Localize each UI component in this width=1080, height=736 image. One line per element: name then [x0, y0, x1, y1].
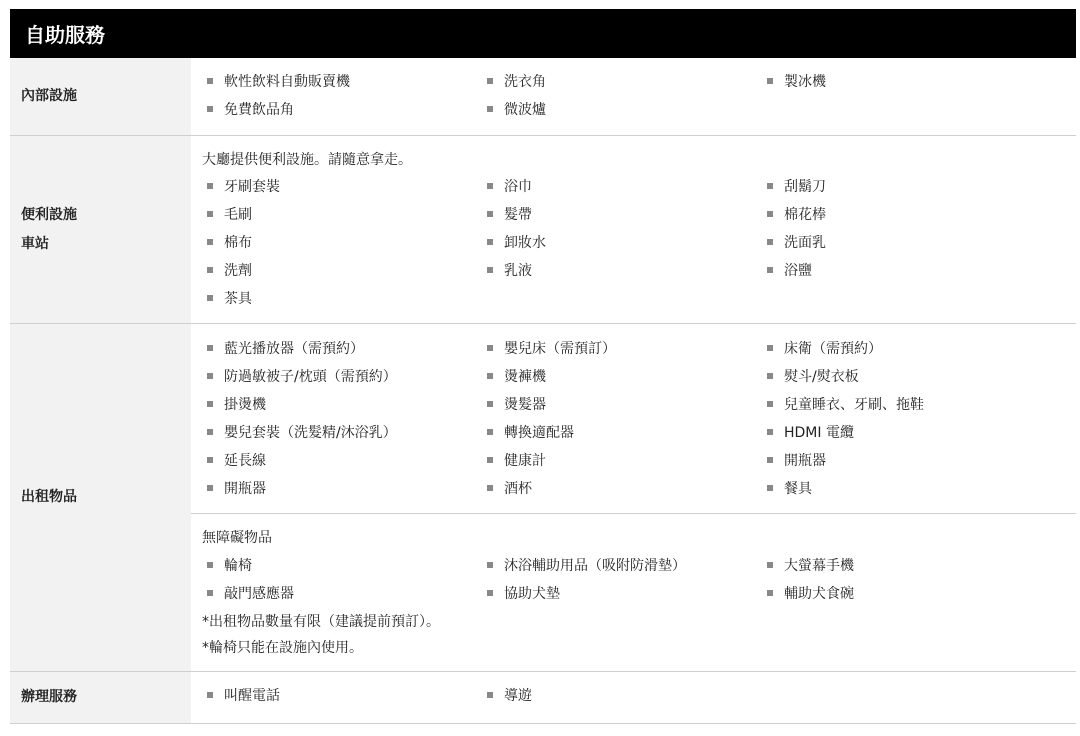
- list-item: 餐具: [767, 479, 812, 499]
- square-bullet-icon: [487, 429, 493, 435]
- square-bullet-icon: [767, 429, 773, 435]
- square-bullet-icon: [767, 239, 773, 245]
- square-bullet-icon: [487, 211, 493, 217]
- square-bullet-icon: [767, 485, 773, 491]
- list-item: 洗面乳: [767, 233, 826, 253]
- square-bullet-icon: [487, 239, 493, 245]
- list-item: 防過敏被子/枕頭（需預約）: [207, 367, 397, 387]
- list-item: 床衛（需預約）: [767, 339, 882, 359]
- row-label-internal-facilities: 內部設施: [10, 58, 191, 135]
- list-item: 毛刷: [207, 205, 252, 225]
- square-bullet-icon: [207, 373, 213, 379]
- square-bullet-icon: [207, 401, 213, 407]
- list-item: 協助犬墊: [487, 584, 560, 604]
- square-bullet-icon: [767, 183, 773, 189]
- square-bullet-icon: [487, 345, 493, 351]
- page-title: 自助服務: [25, 23, 105, 47]
- list-item: 開瓶器: [207, 479, 266, 499]
- square-bullet-icon: [207, 562, 213, 568]
- list-item: 敲門感應器: [207, 584, 294, 604]
- square-bullet-icon: [767, 211, 773, 217]
- square-bullet-icon: [767, 267, 773, 273]
- list-item: 棉花棒: [767, 205, 826, 225]
- square-bullet-icon: [487, 590, 493, 596]
- list-item: 製冰機: [767, 72, 826, 92]
- square-bullet-icon: [207, 183, 213, 189]
- list-item: 燙褲機: [487, 367, 546, 387]
- square-bullet-icon: [487, 562, 493, 568]
- list-item: 轉換適配器: [487, 423, 574, 443]
- square-bullet-icon: [207, 267, 213, 273]
- list-item: 藍光播放器（需預約）: [207, 339, 364, 359]
- square-bullet-icon: [767, 457, 773, 463]
- list-item: HDMI 電纜: [767, 423, 854, 443]
- square-bullet-icon: [487, 485, 493, 491]
- list-item: 棉布: [207, 233, 252, 253]
- list-item: 燙髮器: [487, 395, 546, 415]
- list-item: 健康計: [487, 451, 546, 471]
- square-bullet-icon: [487, 373, 493, 379]
- list-item: 浴鹽: [767, 261, 812, 281]
- square-bullet-icon: [767, 401, 773, 407]
- section-intro: 大廳提供便利設施。請隨意拿走。: [202, 152, 412, 168]
- list-item: 乳液: [487, 261, 532, 281]
- square-bullet-icon: [767, 345, 773, 351]
- list-item: 茶具: [207, 289, 252, 309]
- square-bullet-icon: [487, 692, 493, 698]
- list-item: 微波爐: [487, 100, 546, 120]
- row-divider: [10, 723, 1076, 724]
- list-item: 兒童睡衣、牙刷、拖鞋: [767, 395, 924, 415]
- list-item: 輪椅: [207, 556, 252, 576]
- square-bullet-icon: [767, 590, 773, 596]
- list-item: 熨斗/熨衣板: [767, 367, 859, 387]
- square-bullet-icon: [487, 401, 493, 407]
- square-bullet-icon: [207, 590, 213, 596]
- square-bullet-icon: [767, 373, 773, 379]
- list-item: 掛燙機: [207, 395, 266, 415]
- footnote: *出租物品數量有限（建議提前預訂）。: [202, 614, 440, 630]
- list-item: 髮帶: [487, 205, 532, 225]
- square-bullet-icon: [207, 106, 213, 112]
- row-label-rental-items: 出租物品: [10, 324, 191, 671]
- square-bullet-icon: [487, 78, 493, 84]
- list-item: 沐浴輔助用品（吸附防滑墊）: [487, 556, 686, 576]
- list-item: 嬰兒床（需預訂）: [487, 339, 616, 359]
- list-item: 免費飲品角: [207, 100, 294, 120]
- square-bullet-icon: [767, 78, 773, 84]
- list-item: 導遊: [487, 686, 532, 706]
- list-item: 大螢幕手機: [767, 556, 854, 576]
- list-item: 牙刷套裝: [207, 177, 280, 197]
- square-bullet-icon: [207, 295, 213, 301]
- sub-divider: [191, 513, 1076, 514]
- square-bullet-icon: [207, 457, 213, 463]
- row-label-amenities-station: 便利設施 車站: [10, 136, 191, 323]
- footnote: *輪椅只能在設施內使用。: [202, 640, 363, 656]
- list-item: 洗劑: [207, 261, 252, 281]
- list-item: 輔助犬食碗: [767, 584, 854, 604]
- section-header: [10, 9, 1076, 58]
- square-bullet-icon: [207, 485, 213, 491]
- square-bullet-icon: [207, 692, 213, 698]
- square-bullet-icon: [487, 106, 493, 112]
- list-item: 浴巾: [487, 177, 532, 197]
- list-item: 卸妝水: [487, 233, 546, 253]
- square-bullet-icon: [207, 429, 213, 435]
- square-bullet-icon: [207, 78, 213, 84]
- square-bullet-icon: [207, 345, 213, 351]
- square-bullet-icon: [767, 562, 773, 568]
- square-bullet-icon: [207, 211, 213, 217]
- list-item: 洗衣角: [487, 72, 546, 92]
- list-item: 刮鬍刀: [767, 177, 826, 197]
- square-bullet-icon: [207, 239, 213, 245]
- square-bullet-icon: [487, 183, 493, 189]
- subsection-heading: 無障礙物品: [202, 530, 272, 546]
- list-item: 嬰兒套裝（洗髮精/沐浴乳）: [207, 423, 397, 443]
- list-item: 延長線: [207, 451, 266, 471]
- square-bullet-icon: [487, 267, 493, 273]
- list-item: 開瓶器: [767, 451, 826, 471]
- square-bullet-icon: [487, 457, 493, 463]
- list-item: 叫醒電話: [207, 686, 280, 706]
- list-item: 酒杯: [487, 479, 532, 499]
- list-item: 軟性飲料自動販賣機: [207, 72, 350, 92]
- row-label-services: 辦理服務: [10, 672, 191, 723]
